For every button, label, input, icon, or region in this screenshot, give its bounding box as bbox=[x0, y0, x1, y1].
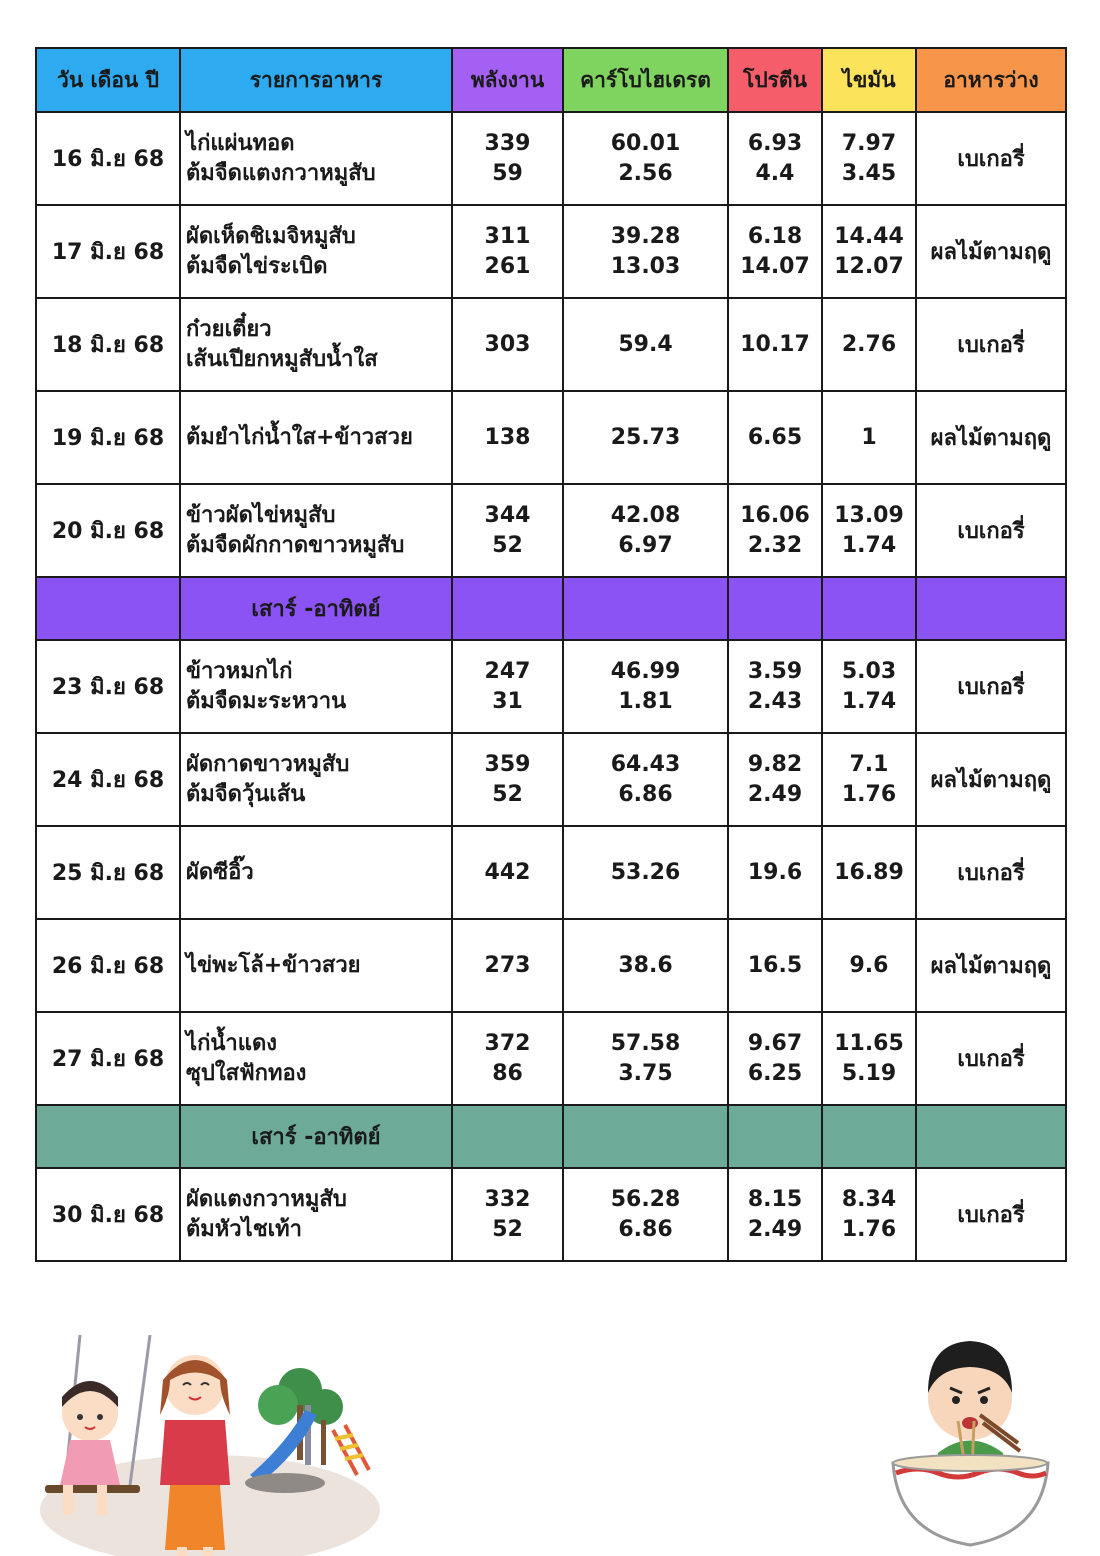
energy-cell bbox=[452, 826, 563, 919]
header-energy: พลังงาน bbox=[452, 48, 563, 112]
week1-body bbox=[36, 112, 1066, 577]
carb-value: 6.97 bbox=[618, 532, 673, 558]
weekend-cell bbox=[452, 1105, 563, 1168]
fat-value: 8.34 bbox=[841, 1186, 897, 1212]
dish-name: ข้าวผัดไข่หมูสับ bbox=[186, 502, 336, 528]
snack-cell: เบเกอรี่ bbox=[916, 826, 1066, 919]
date-cell: 18 มิ.ย 68 bbox=[36, 298, 180, 391]
fat-value: 1.74 bbox=[841, 688, 897, 714]
carb-value: 57.58 bbox=[610, 1030, 681, 1056]
fat-cell bbox=[822, 112, 916, 205]
carb-value: 25.73 bbox=[610, 424, 681, 450]
carb-value: 59.4 bbox=[618, 331, 673, 357]
fat-value: 11.65 bbox=[834, 1030, 904, 1056]
header-menu: รายการอาหาร bbox=[180, 48, 452, 112]
menu-cell bbox=[180, 391, 452, 484]
carb-cell bbox=[563, 391, 728, 484]
energy-value: 344 bbox=[484, 502, 531, 528]
protein-value: 9.82 bbox=[747, 751, 803, 777]
menu-cell bbox=[180, 1012, 452, 1105]
dish-name: ต้มยำไก่น้ำใส+ข้าวสวย bbox=[186, 424, 413, 450]
date-cell: 27 มิ.ย 68 bbox=[36, 1012, 180, 1105]
protein-value: 4.4 bbox=[755, 160, 795, 186]
carb-cell bbox=[563, 826, 728, 919]
protein-cell bbox=[728, 1012, 822, 1105]
carb-cell bbox=[563, 298, 728, 391]
weekend-cell bbox=[563, 577, 728, 640]
protein-value: 3.59 bbox=[747, 658, 803, 684]
protein-cell bbox=[728, 640, 822, 733]
snack-cell: ผลไม้ตามฤดู bbox=[916, 205, 1066, 298]
energy-value: 372 bbox=[484, 1030, 531, 1056]
dish-name: ข้าวหมกไก่ bbox=[186, 658, 293, 684]
energy-value: 311 bbox=[484, 223, 531, 249]
menu-cell bbox=[180, 733, 452, 826]
energy-value: 442 bbox=[484, 859, 531, 885]
dish-name: ผัดซีอิ๊ว bbox=[186, 859, 254, 885]
fat-cell bbox=[822, 919, 916, 1012]
playground-illustration bbox=[35, 1335, 380, 1556]
energy-cell bbox=[452, 391, 563, 484]
weekend-cell bbox=[728, 577, 822, 640]
protein-value: 6.18 bbox=[747, 223, 803, 249]
protein-value: 6.93 bbox=[747, 130, 803, 156]
menu-cell bbox=[180, 298, 452, 391]
weekend-label: เสาร์ -อาทิตย์ bbox=[180, 1105, 452, 1168]
dish-name: ไข่พะโล้+ข้าวสวย bbox=[186, 952, 361, 978]
dish-name: ต้มจืดผักกาดขาวหมูสับ bbox=[186, 532, 405, 558]
energy-cell bbox=[452, 640, 563, 733]
menu-cell bbox=[180, 1168, 452, 1261]
date-cell: 24 มิ.ย 68 bbox=[36, 733, 180, 826]
snack-cell: เบเกอรี่ bbox=[916, 1012, 1066, 1105]
date-cell: 19 มิ.ย 68 bbox=[36, 391, 180, 484]
snack-cell: ผลไม้ตามฤดู bbox=[916, 733, 1066, 826]
carb-value: 6.86 bbox=[618, 1216, 673, 1242]
fat-cell bbox=[822, 484, 916, 577]
protein-cell bbox=[728, 919, 822, 1012]
weekend-cell bbox=[916, 577, 1066, 640]
fat-cell bbox=[822, 391, 916, 484]
protein-cell bbox=[728, 1168, 822, 1261]
protein-value: 16.06 bbox=[740, 502, 810, 528]
fat-value: 1.76 bbox=[841, 1216, 897, 1242]
weekend-row-2 bbox=[36, 1105, 1066, 1168]
energy-value: 303 bbox=[484, 331, 531, 357]
energy-cell bbox=[452, 919, 563, 1012]
energy-cell bbox=[452, 733, 563, 826]
protein-cell bbox=[728, 205, 822, 298]
boy-eating-noodles-illustration bbox=[888, 1333, 1053, 1553]
dish-name: ซุปใสฟักทอง bbox=[186, 1060, 307, 1086]
carb-value: 64.43 bbox=[610, 751, 681, 777]
protein-value: 2.49 bbox=[747, 1216, 803, 1242]
carb-cell bbox=[563, 205, 728, 298]
table-row bbox=[36, 1168, 1066, 1261]
carb-value: 2.56 bbox=[618, 160, 673, 186]
menu-cell bbox=[180, 919, 452, 1012]
energy-cell bbox=[452, 112, 563, 205]
date-cell: 16 มิ.ย 68 bbox=[36, 112, 180, 205]
fat-value: 9.6 bbox=[849, 952, 889, 978]
carb-value: 38.6 bbox=[618, 952, 673, 978]
fat-value: 12.07 bbox=[834, 253, 904, 279]
snack-cell: เบเกอรี่ bbox=[916, 484, 1066, 577]
dish-name: ผัดแตงกวาหมูสับ bbox=[186, 1186, 347, 1212]
weekend-cell bbox=[822, 577, 916, 640]
snack-cell: เบเกอรี่ bbox=[916, 640, 1066, 733]
protein-cell bbox=[728, 112, 822, 205]
energy-cell bbox=[452, 298, 563, 391]
energy-cell bbox=[452, 484, 563, 577]
energy-value: 332 bbox=[484, 1186, 531, 1212]
energy-value: 138 bbox=[484, 424, 531, 450]
header-carb: คาร์โบไฮเดรต bbox=[563, 48, 728, 112]
snack-cell: ผลไม้ตามฤดู bbox=[916, 919, 1066, 1012]
carb-value: 6.86 bbox=[618, 781, 673, 807]
weekend-cell bbox=[822, 1105, 916, 1168]
table-row bbox=[36, 640, 1066, 733]
carb-value: 3.75 bbox=[618, 1060, 673, 1086]
protein-cell bbox=[728, 298, 822, 391]
carb-cell bbox=[563, 484, 728, 577]
snack-cell: เบเกอรี่ bbox=[916, 1168, 1066, 1261]
dish-name: ก๋วยเตี๋ยว bbox=[186, 316, 272, 342]
protein-value: 2.49 bbox=[747, 781, 803, 807]
fat-value: 13.09 bbox=[834, 502, 904, 528]
energy-cell bbox=[452, 1168, 563, 1261]
energy-value: 261 bbox=[484, 253, 531, 279]
header-fat: ไขมัน bbox=[822, 48, 916, 112]
dish-name: ต้มจืดวุ้นเส้น bbox=[186, 781, 306, 807]
date-cell: 17 มิ.ย 68 bbox=[36, 205, 180, 298]
weekend-cell bbox=[36, 577, 180, 640]
table-row bbox=[36, 919, 1066, 1012]
carb-value: 53.26 bbox=[610, 859, 681, 885]
dish-name: ต้มจืดแตงกวาหมูสับ bbox=[186, 160, 376, 186]
weekend-cell bbox=[728, 1105, 822, 1168]
protein-cell bbox=[728, 826, 822, 919]
table-row bbox=[36, 484, 1066, 577]
energy-cell bbox=[452, 205, 563, 298]
protein-cell bbox=[728, 484, 822, 577]
energy-value: 247 bbox=[484, 658, 531, 684]
menu-cell bbox=[180, 205, 452, 298]
energy-value: 359 bbox=[484, 751, 531, 777]
fat-value: 14.44 bbox=[834, 223, 904, 249]
dish-name: ไก่แผ่นทอด bbox=[186, 130, 295, 156]
energy-value: 31 bbox=[492, 688, 523, 714]
dish-name: ต้มหัวไชเท้า bbox=[186, 1216, 303, 1242]
table-row bbox=[36, 733, 1066, 826]
menu-cell bbox=[180, 112, 452, 205]
dish-name: ผัดกาดขาวหมูสับ bbox=[186, 751, 350, 777]
header-protein: โปรตีน bbox=[728, 48, 822, 112]
menu-table bbox=[35, 47, 1067, 1262]
carb-cell bbox=[563, 1168, 728, 1261]
week3-body bbox=[36, 1168, 1066, 1261]
header-row bbox=[36, 48, 1066, 112]
fat-value: 5.03 bbox=[841, 658, 897, 684]
energy-value: 59 bbox=[492, 160, 523, 186]
date-cell: 20 มิ.ย 68 bbox=[36, 484, 180, 577]
dish-name: เส้นเปียกหมูสับน้ำใส bbox=[186, 346, 378, 372]
dish-name: ต้มจืดไข่ระเบิด bbox=[186, 253, 328, 279]
date-cell: 23 มิ.ย 68 bbox=[36, 640, 180, 733]
weekend-row-1 bbox=[36, 577, 1066, 640]
fat-cell bbox=[822, 826, 916, 919]
table-row bbox=[36, 205, 1066, 298]
carb-cell bbox=[563, 112, 728, 205]
menu-cell bbox=[180, 484, 452, 577]
protein-value: 8.15 bbox=[747, 1186, 803, 1212]
dish-name: ไก่น้ำแดง bbox=[186, 1030, 277, 1056]
protein-cell bbox=[728, 733, 822, 826]
carb-cell bbox=[563, 640, 728, 733]
carb-value: 1.81 bbox=[618, 688, 673, 714]
protein-value: 6.25 bbox=[747, 1060, 803, 1086]
energy-value: 52 bbox=[492, 781, 523, 807]
protein-value: 16.5 bbox=[747, 952, 803, 978]
fat-value: 7.1 bbox=[849, 751, 889, 777]
table-row bbox=[36, 112, 1066, 205]
fat-value: 2.76 bbox=[841, 331, 897, 357]
fat-value: 1.74 bbox=[841, 532, 897, 558]
week2-body bbox=[36, 640, 1066, 1105]
fat-value: 16.89 bbox=[834, 859, 904, 885]
fat-value: 1.76 bbox=[841, 781, 897, 807]
carb-value: 56.28 bbox=[610, 1186, 681, 1212]
weekend-label: เสาร์ -อาทิตย์ bbox=[180, 577, 452, 640]
header-snack: อาหารว่าง bbox=[916, 48, 1066, 112]
protein-value: 6.65 bbox=[747, 424, 803, 450]
fat-cell bbox=[822, 1012, 916, 1105]
protein-value: 2.32 bbox=[747, 532, 803, 558]
fat-value: 1 bbox=[861, 424, 877, 450]
fat-cell bbox=[822, 733, 916, 826]
date-cell: 30 มิ.ย 68 bbox=[36, 1168, 180, 1261]
weekend-cell bbox=[563, 1105, 728, 1168]
protein-value: 10.17 bbox=[740, 331, 810, 357]
snack-cell: เบเกอรี่ bbox=[916, 112, 1066, 205]
fat-cell bbox=[822, 205, 916, 298]
fat-cell bbox=[822, 298, 916, 391]
snack-cell: เบเกอรี่ bbox=[916, 298, 1066, 391]
carb-cell bbox=[563, 919, 728, 1012]
energy-value: 52 bbox=[492, 532, 523, 558]
carb-cell bbox=[563, 733, 728, 826]
table-row bbox=[36, 391, 1066, 484]
energy-value: 52 bbox=[492, 1216, 523, 1242]
protein-value: 14.07 bbox=[740, 253, 810, 279]
carb-value: 39.28 bbox=[610, 223, 681, 249]
dish-name: ผัดเห็ดชิเมจิหมูสับ bbox=[186, 223, 356, 249]
fat-value: 3.45 bbox=[841, 160, 897, 186]
date-cell: 25 มิ.ย 68 bbox=[36, 826, 180, 919]
weekend-cell bbox=[452, 577, 563, 640]
table-row bbox=[36, 1012, 1066, 1105]
energy-value: 339 bbox=[484, 130, 531, 156]
menu-cell bbox=[180, 640, 452, 733]
dish-name: ต้มจืดมะระหวาน bbox=[186, 688, 347, 714]
fat-cell bbox=[822, 640, 916, 733]
header-date: วัน เดือน ปี bbox=[36, 48, 180, 112]
fat-value: 5.19 bbox=[841, 1060, 897, 1086]
protein-value: 2.43 bbox=[747, 688, 803, 714]
carb-value: 42.08 bbox=[610, 502, 681, 528]
carb-cell bbox=[563, 1012, 728, 1105]
protein-value: 19.6 bbox=[747, 859, 803, 885]
menu-cell bbox=[180, 826, 452, 919]
snack-cell: ผลไม้ตามฤดู bbox=[916, 391, 1066, 484]
weekend-cell bbox=[916, 1105, 1066, 1168]
energy-value: 273 bbox=[484, 952, 531, 978]
energy-cell bbox=[452, 1012, 563, 1105]
table-row bbox=[36, 298, 1066, 391]
weekend-cell bbox=[36, 1105, 180, 1168]
date-cell: 26 มิ.ย 68 bbox=[36, 919, 180, 1012]
table-row bbox=[36, 826, 1066, 919]
protein-value: 9.67 bbox=[747, 1030, 803, 1056]
carb-value: 60.01 bbox=[610, 130, 681, 156]
protein-cell bbox=[728, 391, 822, 484]
fat-value: 7.97 bbox=[841, 130, 897, 156]
energy-value: 86 bbox=[492, 1060, 523, 1086]
carb-value: 46.99 bbox=[610, 658, 681, 684]
fat-cell bbox=[822, 1168, 916, 1261]
carb-value: 13.03 bbox=[610, 253, 681, 279]
